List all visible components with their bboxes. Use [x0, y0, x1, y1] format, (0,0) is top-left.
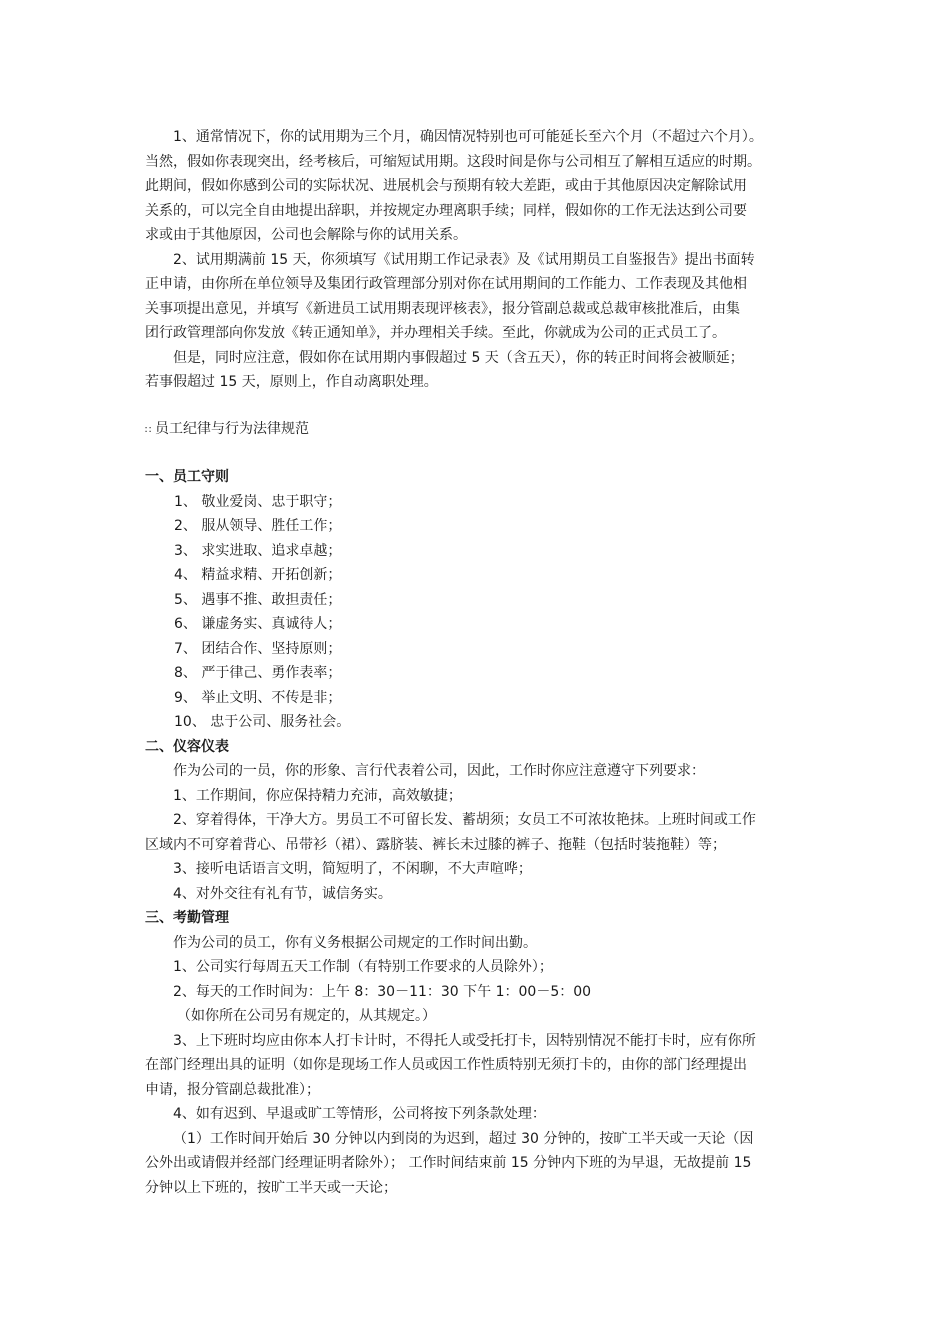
list-item: 4、 精益求精、开拓创新；	[174, 567, 342, 583]
text-line: 若事假超过 15 天，原则上，作自动离职处理。	[145, 374, 438, 390]
list-item: 8、 严于律己、勇作表率；	[174, 665, 342, 681]
section-link[interactable]	[145, 417, 815, 444]
text-line: 1、公司实行每周五天工作制（有特别工作要求的人员除外）；	[173, 959, 553, 975]
text-line: 2、每天的工作时间为：上午 8：30－11：30 下午 1：00－5：00	[173, 983, 592, 1000]
text-line: 申请，报分管副总裁批准）；	[145, 1081, 320, 1098]
list-item: 5、 遇事不推、敢担责任；	[174, 591, 342, 608]
section-heading: 二、仪容仪表	[145, 738, 229, 755]
text-line: 关事项提出意见，并填写《新进员工试用期表现评核表》，报分管副总裁或总裁审核批准后，由集	[145, 300, 740, 317]
section-heading: 一、员工守则	[145, 469, 229, 485]
document-body	[145, 125, 815, 1200]
text-line: 当然，假如你表现突出，经考核后，可缩短试用期。这段时间是你与公司相互了解相互适应的时期。	[145, 153, 761, 170]
text-line: 在部门经理出具的证明（如你是现场工作人员或因工作性质特别无须打卡的，由你的部门经理提出	[145, 1057, 747, 1073]
text-line: 正申请，由你所在单位领导及集团行政管理部分别对你在试用期间的工作能力、工作表现及其他相	[145, 276, 747, 292]
text-line: 1、工作期间，你应保持精力充沛，高效敏捷；	[173, 787, 462, 804]
text-line: 作为公司的员工，你有义务根据公司规定的工作时间出勤。	[173, 934, 537, 951]
probation-paragraph-1	[145, 125, 815, 248]
text-line: 此期间，假如你感到公司的实际状况、进展机会与预期有较大差距，或由于其他原因决定解除试用	[145, 178, 747, 194]
text-line: 3、接听电话语言文明，简短明了，不闲聊，不大声喧哗；	[173, 861, 532, 877]
appearance-section	[145, 735, 815, 907]
probation-paragraph-3	[145, 346, 815, 395]
probation-paragraph-2	[145, 248, 815, 346]
list-item: 6、 谦虚务实、真诚待人；	[174, 616, 342, 632]
text-line: 3、上下班时均应由你本人打卡计时，不得托人或受托打卡，因特别情况不能打卡时，应有你所	[173, 1032, 756, 1049]
text-line: 团行政管理部向你发放《转正通知单》，并办理相关手续。至此，你就成为公司的正式员工了。	[145, 325, 726, 341]
list-item: 1、 敬业爱岗、忠于职守；	[174, 493, 342, 510]
text-line: 2、试用期满前 15 天，你须填写《试用期工作记录表》及《试用期员工自鉴报告》提出书面转	[173, 251, 755, 268]
list-item: 10、 忠于公司、服务社会。	[174, 714, 351, 730]
text-line: 作为公司的一员，你的形象、言行代表着公司，因此，工作时你应注意遵守下列要求：	[173, 763, 705, 779]
text-line: 公外出或请假并经部门经理证明者除外）； 工作时间结束前 15 分钟内下班的为早退，无故提前 15	[145, 1155, 752, 1171]
text-line: （如你所在公司另有规定的，从其规定。）	[177, 1008, 436, 1024]
text-line: 区域内不可穿着背心、吊带衫（裙）、露脐装、裤长未过膝的裤子、拖鞋（包括时装拖鞋）等；	[145, 836, 726, 853]
text-line: 2、穿着得体，干净大方。男员工不可留长发、蓄胡须；女员工不可浓妆艳抹。上班时间或工作	[173, 812, 756, 828]
text-line: 1、通常情况下，你的试用期为三个月，确因情况特别也可可能延长至六个月（不超过六个月）。	[173, 129, 763, 145]
text-line: 但是，同时应注意，假如你在试用期内事假超过 5 天（含五天），你的转正时间将会被顺延；	[173, 349, 744, 366]
bullet-icon: ∷	[145, 424, 152, 436]
text-line: 4、如有迟到、早退或旷工等情形，公司将按下列条款处理：	[173, 1106, 546, 1122]
section-link-text: 员工纪律与行为法律规范	[155, 420, 309, 437]
list-item: 7、 团结合作、坚持原则；	[174, 640, 342, 657]
text-line: 求或由于其他原因，公司也会解除与你的试用关系。	[145, 227, 467, 243]
employee-rules-section	[145, 465, 815, 735]
attendance-section	[145, 906, 815, 1200]
list-item: 2、 服从领导、胜任工作；	[174, 518, 342, 534]
text-line: 分钟以上下班的，按旷工半天或一天论；	[145, 1179, 397, 1196]
text-line: （1）工作时间开始后 30 分钟以内到岗的为迟到，超过 30 分钟的，按旷工半天或一天论（因	[173, 1130, 754, 1147]
list-item: 9、 举止文明、不传是非；	[174, 689, 342, 706]
text-line: 关系的，可以完全自由地提出辞职，并按规定办理离职手续；同样，假如你的工作无法达到公司要	[145, 202, 747, 219]
list-item: 3、 求实进取、追求卓越；	[174, 542, 342, 559]
text-line: 4、对外交往有礼有节，诚信务实。	[173, 885, 392, 902]
section-heading: 三、考勤管理	[145, 910, 229, 926]
